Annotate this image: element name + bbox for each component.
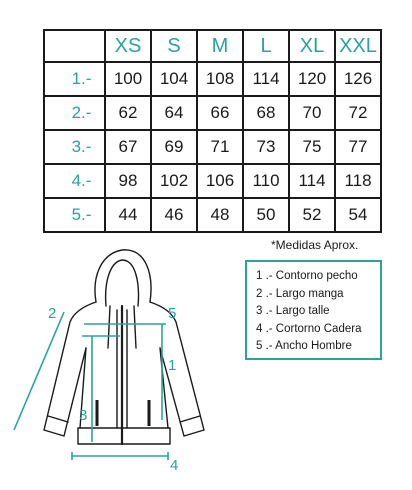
table-cell: 118 bbox=[335, 164, 381, 198]
approx-note: *Medidas Aprox. bbox=[271, 238, 359, 252]
table-cell: 104 bbox=[151, 62, 197, 96]
legend-item: 3 .- Largo talle bbox=[256, 305, 330, 317]
table-cell: 46 bbox=[151, 198, 197, 232]
table-cell: 64 bbox=[151, 96, 197, 130]
row-label: 4.- bbox=[44, 164, 105, 198]
table-row bbox=[44, 62, 381, 96]
table-row bbox=[44, 164, 381, 198]
row-label: 1.- bbox=[44, 62, 105, 96]
size-header-row bbox=[44, 30, 381, 62]
legend-item: 5 .- Ancho Hombre bbox=[256, 340, 352, 352]
table-cell: 70 bbox=[289, 96, 335, 130]
sleeve-line bbox=[14, 312, 64, 430]
legend-item: 1 .- Contorno pecho bbox=[256, 270, 358, 282]
legend-item: 4 .- Cortorno Cadera bbox=[256, 322, 362, 335]
measurement-legend bbox=[245, 260, 382, 360]
table-cell: 108 bbox=[197, 62, 243, 96]
measurement-lines bbox=[14, 312, 168, 460]
label-sleeve: 2 bbox=[48, 305, 57, 322]
hoodie-diagram bbox=[0, 240, 250, 490]
table-cell: 114 bbox=[243, 62, 289, 96]
table-cell: 75 bbox=[289, 130, 335, 164]
size-m: M bbox=[197, 30, 243, 62]
table-cell: 98 bbox=[105, 164, 151, 198]
row-label: 2.- bbox=[44, 96, 105, 130]
table-cell: 77 bbox=[335, 130, 381, 164]
table-cell: 110 bbox=[243, 164, 289, 198]
row-label: 5.- bbox=[44, 198, 105, 232]
table-cell: 52 bbox=[289, 198, 335, 232]
label-hip: 4 bbox=[170, 457, 179, 474]
table-cell: 44 bbox=[105, 198, 151, 232]
size-s: S bbox=[151, 30, 197, 62]
size-l: L bbox=[243, 30, 289, 62]
table-cell: 54 bbox=[335, 198, 381, 232]
table-cell: 73 bbox=[243, 130, 289, 164]
table-cell: 114 bbox=[289, 164, 335, 198]
table-cell: 126 bbox=[335, 62, 381, 96]
table-cell: 72 bbox=[335, 96, 381, 130]
table-cell: 68 bbox=[243, 96, 289, 130]
corner-cell bbox=[44, 30, 105, 62]
row-label: 3.- bbox=[44, 130, 105, 164]
label-length: 3 bbox=[79, 407, 88, 424]
table-row bbox=[44, 96, 381, 130]
hoodie-icon bbox=[44, 250, 204, 444]
table-cell: 50 bbox=[243, 198, 289, 232]
table-cell: 62 bbox=[105, 96, 151, 130]
size-xxl: XXL bbox=[335, 30, 381, 62]
label-chest: 1 bbox=[168, 357, 177, 374]
table-cell: 106 bbox=[197, 164, 243, 198]
table-cell: 102 bbox=[151, 164, 197, 198]
table-cell: 66 bbox=[197, 96, 243, 130]
table-cell: 67 bbox=[105, 130, 151, 164]
legend-item: 2 .- Largo manga bbox=[256, 287, 344, 300]
table-cell: 69 bbox=[151, 130, 197, 164]
table-cell: 100 bbox=[105, 62, 151, 96]
size-table bbox=[43, 29, 382, 233]
size-xl: XL bbox=[289, 30, 335, 62]
table-cell: 48 bbox=[197, 198, 243, 232]
label-shoulder: 5 bbox=[168, 305, 177, 322]
table-row bbox=[44, 130, 381, 164]
table-cell: 120 bbox=[289, 62, 335, 96]
table-row bbox=[44, 198, 381, 232]
size-xs: XS bbox=[105, 30, 151, 62]
table-cell: 71 bbox=[197, 130, 243, 164]
